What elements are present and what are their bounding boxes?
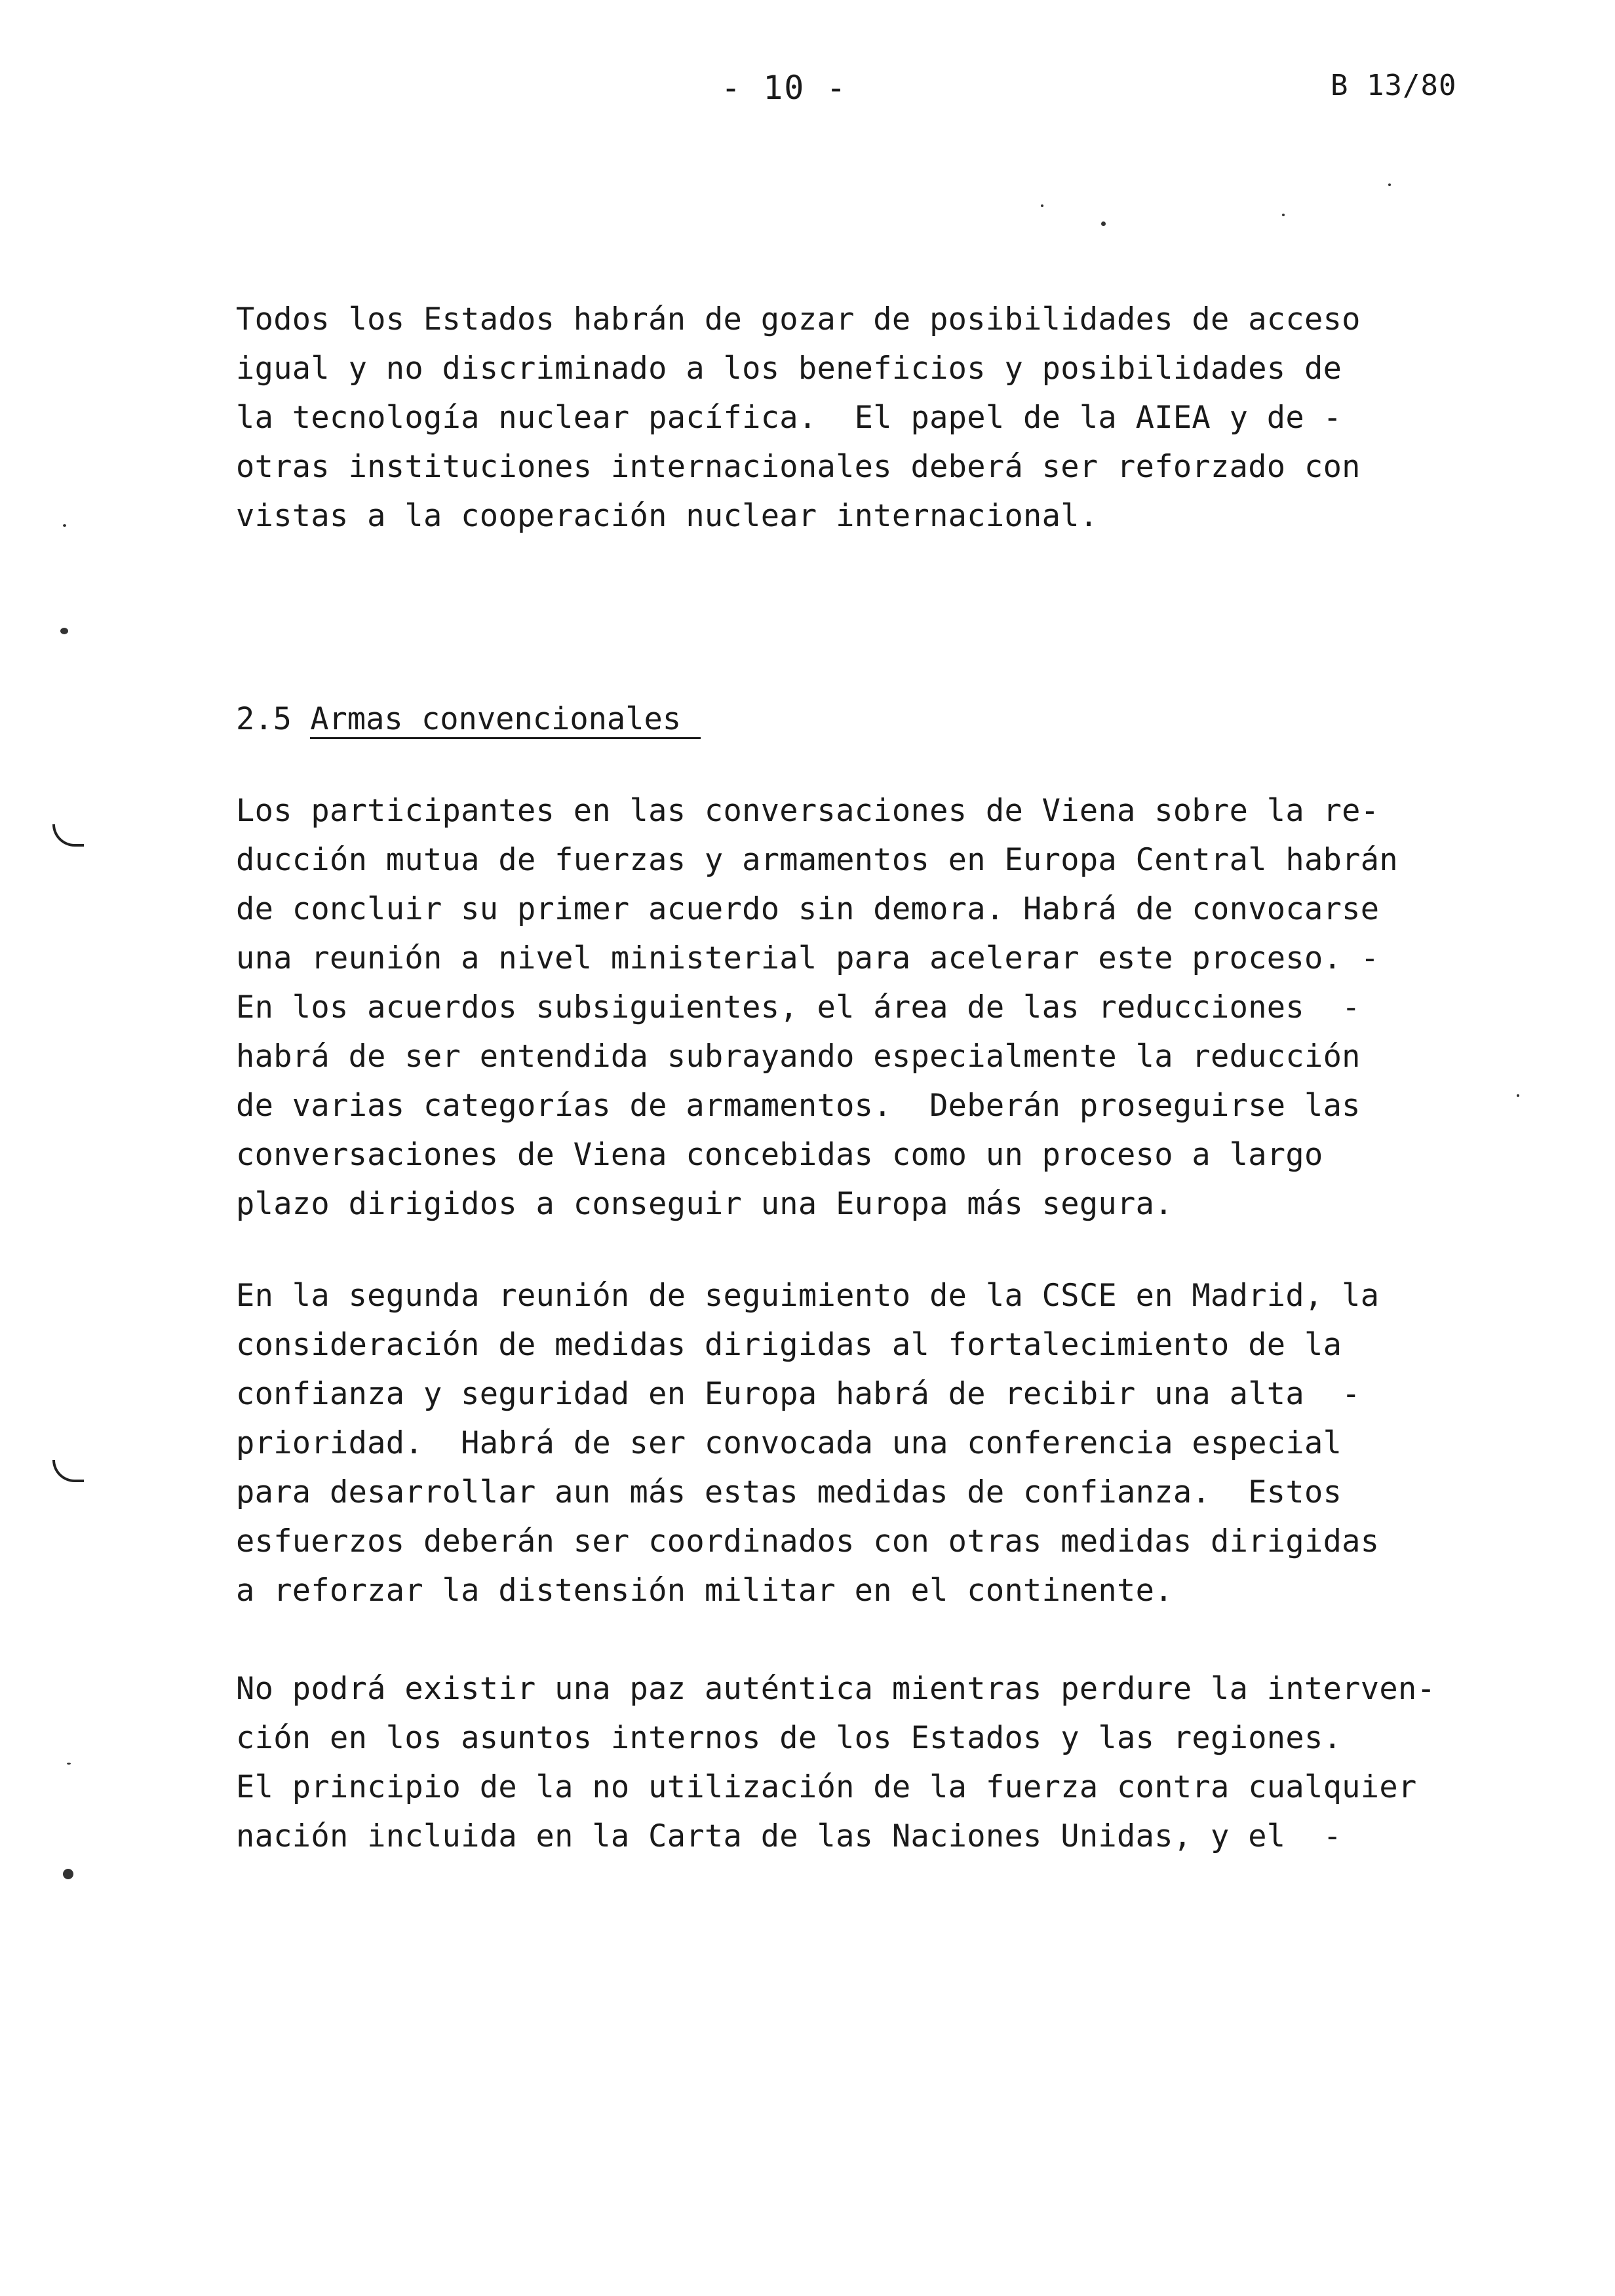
scan-speck <box>1388 183 1391 186</box>
scan-speck <box>1282 214 1285 216</box>
paragraph-vienna-talks: Los participantes en las conversaciones de Viena sobre la re- ducción mutua de fuerzas y armamentos en Europa Central habrán de concluir su primer acuerdo sin demora. Habrá de convocarse una reunión a nivel ministerial para acelerar este proceso. - En los acuerdos subsiguientes, el área de las reducciones - habrá de ser entendida subrayando especialmente la reducción de varias categorías de armamentos. Deberán proseguirse las conversaciones de Viena concebidas como un proceso a largo plazo dirigidos a conseguir una Europa más segura. <box>236 793 1398 1222</box>
scan-speck <box>1517 1094 1519 1097</box>
margin-hole-mark <box>52 1460 84 1482</box>
section-number: 2.5 <box>236 701 292 737</box>
margin-dot <box>63 1869 73 1879</box>
paragraph-csce-madrid: En la segunda reunión de seguimiento de la CSCE en Madrid, la consideración de medidas dirigidas al fortalecimiento de la confianza y seguridad en Europa habrá de recibir una alta - prioridad. Habrá de ser convocada una conferencia especial para desarrollar aun más estas medidas de confianza. Estos esfuerzos deberán ser coordinados con otras medidas dirigidas a reforzar la distensión militar en el continente. <box>236 1278 1380 1609</box>
scan-speck <box>1101 221 1106 226</box>
document-reference: B 13/80 <box>1331 69 1457 102</box>
scan-speck <box>67 1763 71 1765</box>
page-number: - 10 - <box>721 69 847 107</box>
paragraph-non-intervention: No podrá existir una paz auténtica mientras perdure la interven- ción en los asuntos internos de los Estados y las regiones. El principio de la no utilización de la fuerza contra cualquier nación incluida en la Carta de las Naciones Unidas, y el - <box>236 1671 1436 1854</box>
scan-speck <box>1041 204 1043 207</box>
section-title: Armas convencionales <box>310 701 701 739</box>
scan-speck <box>63 524 66 527</box>
margin-hole-mark <box>52 824 84 847</box>
paragraph-nuclear-access: Todos los Estados habrán de gozar de posibilidades de acceso igual y no discriminado a los beneficios y posibilidades de la tecnología nuclear pacífica. El papel de la AIEA y de - otras instituciones internacionales deberá ser reforzado con vistas a la cooperación nuclear internacional. <box>236 301 1361 534</box>
margin-dot <box>60 628 68 634</box>
section-heading <box>236 695 701 744</box>
